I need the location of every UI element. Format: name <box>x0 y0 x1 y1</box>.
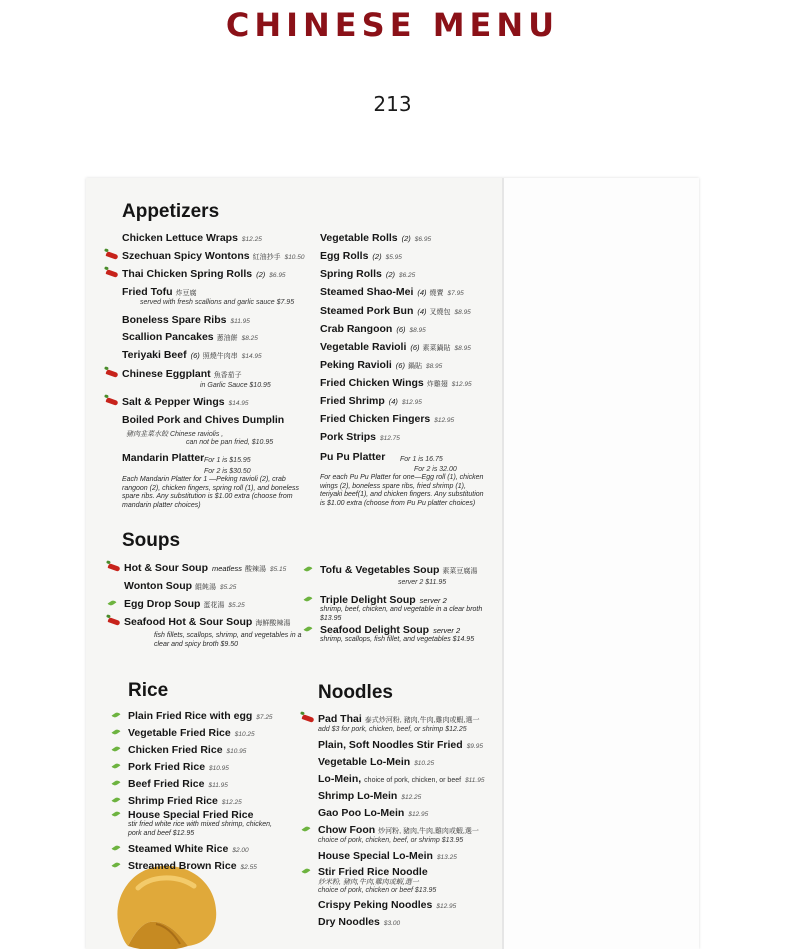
item-name: Fried Chicken Fingers <box>320 413 431 425</box>
menu-item <box>122 331 258 345</box>
mandarin-price-2: For 2 is $30.50 <box>204 468 251 475</box>
item-name: Fried Chicken Wings <box>320 377 424 389</box>
menu-item <box>122 396 248 410</box>
item-price: $2.55 <box>240 864 257 871</box>
item-qty: meatless <box>212 564 243 573</box>
pupu-price-2: For 2 is 32.00 <box>414 466 457 473</box>
item-price: $7.25 <box>256 714 273 721</box>
item-price: $12.95 <box>408 811 429 818</box>
item-name: Plain, Soft Noodles Stir Fried <box>318 739 463 751</box>
menu-item <box>122 314 250 328</box>
item-price: $14.95 <box>228 400 249 407</box>
item-name: Salt & Pepper Wings <box>122 396 225 408</box>
menu-item <box>318 824 479 838</box>
item-name: Steamed Shao-Mei <box>320 286 414 298</box>
item-name: Plain Fried Rice with egg <box>128 710 253 722</box>
menu-item <box>318 807 428 821</box>
item-name: Shrimp Fried Rice <box>128 795 218 807</box>
item-chinese: 叉燒包 <box>429 309 451 316</box>
menu-item <box>124 598 245 612</box>
item-price: $8.25 <box>241 335 258 342</box>
item-name: Streamed Brown Rice <box>128 860 237 872</box>
menu-item <box>320 359 442 373</box>
item-qty: (4) <box>388 397 398 406</box>
item-name: Hot & Sour Soup <box>124 562 208 574</box>
item-name: Vegetable Rolls <box>320 232 398 244</box>
item-qty: (4) <box>417 288 427 297</box>
item-chinese: 炸雞翅 <box>426 381 448 388</box>
menu-item <box>320 377 472 391</box>
menu-item <box>128 710 273 724</box>
item-qty: (6) <box>190 351 200 360</box>
item-name: Pad Thai <box>318 713 362 725</box>
item-chinese: 蔥油餅 <box>216 335 238 342</box>
item-name: Seafood Hot & Sour Soup <box>124 616 253 628</box>
item-name: Chow Foon <box>318 824 376 836</box>
item-price: $8.95 <box>409 327 426 334</box>
stirfried-sub-2: choice of pork, chicken or beef $13.95 <box>318 887 437 894</box>
item-name: Spring Rolls <box>320 268 382 280</box>
item-chinese: 素菜豆腐湯 <box>442 568 478 575</box>
item-name: House Special Fried Rice <box>128 809 254 821</box>
menu-item <box>124 562 286 576</box>
fried-tofu-sub: served with fresh scallions and garlic sauce $7.95 <box>140 299 295 306</box>
item-price: $10.95 <box>226 748 247 755</box>
menu-item <box>318 916 400 930</box>
item-name: Chicken Lettuce Wraps <box>122 232 238 244</box>
item-chinese: 照燒牛肉串 <box>202 353 238 360</box>
item-chinese: 鍋貼 <box>407 363 422 370</box>
item-name: Chicken Fried Rice <box>128 744 223 756</box>
padthai-sub: add $3 for pork, chicken, beef, or shrimp $12.25 <box>318 726 467 733</box>
menu-item <box>124 580 236 594</box>
item-chinese: 泰式炒河粉, 豬肉,牛肉,雞肉或蝦,選一 <box>364 717 480 724</box>
item-name: Egg Drop Soup <box>124 598 201 610</box>
menu-item <box>320 341 471 355</box>
item-price: $7.95 <box>447 290 464 297</box>
item-qty: (2) <box>372 252 382 261</box>
item-name: Wonton Soup <box>124 580 193 592</box>
noodles-heading: Noodles <box>318 682 393 703</box>
mandarin-note: Each Mandarin Platter for 1 —Peking ravioli (2), crab rangoon (2), chicken fingers, spring roll (1), and boneless spare ribs. Any substitution is $1.00 extra (choose from mandarin platter choices) <box>122 476 300 509</box>
seafood-delight-sub: shrimp, scallops, fish fillet, and vegetables $14.95 <box>320 636 475 643</box>
chowfoon-sub: choice of pork, chicken, beef, or shrimp $13.95 <box>318 837 464 844</box>
item-price: $11.95 <box>208 782 228 789</box>
item-name: Steamed Pork Bun <box>320 305 414 317</box>
item-chinese: 魚香茄子 <box>213 372 242 379</box>
item-qty: (6) <box>395 361 405 370</box>
item-price: $11.95 <box>465 777 485 784</box>
menu-blank-panel <box>502 178 699 949</box>
menu-item <box>320 305 471 319</box>
item-price: $12.25 <box>401 794 422 801</box>
item-name: Pork Fried Rice <box>128 761 206 773</box>
seafood-soup-note: fish fillets, scallops, shrimp, and vegetables in a clear and spicy broth $9.50 <box>154 632 302 648</box>
item-chinese: 炸豆腐 <box>175 290 197 297</box>
menu-item <box>318 739 483 753</box>
menu-item <box>320 451 385 463</box>
menu-item <box>122 414 284 426</box>
item-name: Pu Pu Platter <box>320 451 386 463</box>
menu-item <box>128 778 228 792</box>
item-chinese: 蛋花湯 <box>203 602 225 609</box>
item-price: $10.25 <box>414 760 435 767</box>
menu-item <box>320 232 431 246</box>
item-qty: (2) <box>256 270 266 279</box>
item-price: $6.95 <box>414 236 432 243</box>
menu-item <box>128 809 253 821</box>
item-name: Teriyaki Beef <box>122 349 187 361</box>
menu-item <box>320 286 464 300</box>
menu-item <box>128 843 249 857</box>
menu-item <box>122 368 242 382</box>
item-price: $8.95 <box>454 309 471 316</box>
item-price: $10.25 <box>234 731 255 738</box>
item-price: $12.25 <box>221 799 242 806</box>
menu-item <box>320 431 400 445</box>
menu-item <box>122 452 204 464</box>
menu-item <box>320 323 426 337</box>
menu-item <box>128 795 242 809</box>
tofu-soup-sub: server 2 $11.95 <box>398 579 447 586</box>
page-title: CHINESE MENU <box>225 6 560 44</box>
item-chinese: 餛飩湯 <box>195 584 217 591</box>
pupu-price-1: For 1 is 16.75 <box>400 456 443 463</box>
menu-item <box>320 564 477 578</box>
page-number: 213 <box>373 92 412 116</box>
item-name: Triple Delight Soup <box>320 594 416 606</box>
item-price: $12.25 <box>241 236 262 243</box>
pupu-note: For each Pu Pu Platter for one—Egg roll (1), chicken wings (2), boneless spare ribs, fried shrimp (1), teriyaki beef(1), and chicken fingers. Any substitution is $1.00 extra (choose from Pu Pu platter choices) <box>320 474 484 507</box>
eggplant-sub: in Garlic Sauce $10.95 <box>200 382 271 389</box>
item-name: Szechuan Spicy Wontons <box>122 250 250 262</box>
soups-heading: Soups <box>122 530 181 551</box>
item-name: Steamed White Rice <box>128 843 229 855</box>
item-name: Crispy Peking Noodles <box>318 899 433 911</box>
item-price: $6.95 <box>269 272 286 279</box>
menu-item <box>318 790 421 804</box>
menu-item <box>128 860 257 874</box>
item-qty: (2) <box>385 270 396 279</box>
menu-item <box>128 761 229 775</box>
item-price: $12.95 <box>434 417 455 424</box>
item-name: Vegetable Lo-Mein <box>318 756 411 768</box>
item-name: Gao Poo Lo-Mein <box>318 807 405 819</box>
menu-item <box>320 395 422 409</box>
menu-item <box>318 866 428 878</box>
item-name: Fried Shrimp <box>320 395 385 407</box>
item-price: $8.95 <box>425 363 443 370</box>
item-chinese: choice of pork, chicken, or beef <box>364 777 462 784</box>
menu-item <box>320 594 447 607</box>
item-name: Tofu & Vegetables Soup <box>320 564 440 576</box>
item-name: Boneless Spare Ribs <box>122 314 227 326</box>
item-name: Pork Strips <box>320 431 377 443</box>
item-name: Boiled Pork and Chives Dumplin <box>122 414 285 426</box>
item-name: Shrimp Lo-Mein <box>318 790 398 802</box>
item-price: $5.15 <box>270 566 287 573</box>
menu-item <box>122 268 286 282</box>
item-price: $13.25 <box>436 854 457 861</box>
menu-item <box>320 624 460 637</box>
item-name: Lo-Mein, <box>318 773 362 785</box>
menu-item <box>318 850 457 864</box>
item-name: Beef Fried Rice <box>128 778 205 790</box>
item-price: $5.25 <box>228 602 245 609</box>
menu-item <box>122 349 262 363</box>
menu-item <box>320 250 402 264</box>
dumplin-sub-1: 豬肉韭菜水餃 Chinese raviolis , <box>126 431 224 438</box>
menu-item <box>320 268 415 282</box>
item-qty: (4) <box>417 307 427 316</box>
item-qty: (2) <box>401 234 411 243</box>
item-chinese: 素菜鍋貼 <box>422 345 451 352</box>
menu-item <box>318 756 434 770</box>
item-name: Mandarin Platter <box>122 452 205 464</box>
dumplin-sub-2: can not be pan fried, $10.95 <box>186 439 274 446</box>
menu-item <box>320 413 454 427</box>
item-price: $2.00 <box>232 847 249 854</box>
item-price: $5.95 <box>385 254 402 261</box>
item-price: $8.95 <box>454 345 471 352</box>
item-price: $11.95 <box>230 318 250 325</box>
item-price: $6.25 <box>399 272 416 279</box>
item-price: $9.95 <box>466 743 483 750</box>
item-name: Scallion Pancakes <box>122 331 214 343</box>
house-rice-sub: stir fried white rice with mixed shrimp, chicken, pork and beef $12.95 <box>128 821 272 837</box>
menu-item <box>128 727 255 741</box>
item-name: Vegetable Ravioli <box>320 341 407 353</box>
appetizers-heading: Appetizers <box>122 201 220 222</box>
item-name: Stir Fried Rice Noodle <box>318 866 428 878</box>
item-chinese: 海鮮酸辣湯 <box>255 620 291 627</box>
menu-item <box>318 899 456 913</box>
item-name: Seafood Delight Soup <box>320 624 430 636</box>
item-chinese: 燒賣 <box>429 290 444 297</box>
item-qty: (6) <box>396 325 406 334</box>
triple-soup-sub: shrimp, beef, chicken, and vegetable in a clear broth $13.95 <box>320 606 483 622</box>
item-price: $5.25 <box>220 584 237 591</box>
rice-heading: Rice <box>128 680 169 701</box>
mandarin-price-1: For 1 is $15.95 <box>204 457 251 464</box>
item-name: Egg Rolls <box>320 250 369 262</box>
item-qty: server 2 <box>419 596 447 605</box>
item-name: Thai Chicken Spring Rolls <box>122 268 253 280</box>
item-qty: (6) <box>410 343 420 352</box>
item-name: House Special Lo-Mein <box>318 850 433 862</box>
menu-item <box>122 232 262 246</box>
item-name: Vegetable Fried Rice <box>128 727 231 739</box>
item-price: $10.95 <box>209 765 229 772</box>
item-name: Crab Rangoon <box>320 323 393 335</box>
menu-item <box>318 713 480 727</box>
menu-item <box>122 286 197 300</box>
menu-item <box>128 744 246 758</box>
menu-item <box>124 616 290 630</box>
item-price: $12.95 <box>436 903 457 910</box>
item-qty: server 2 <box>433 626 461 635</box>
stirfried-sub-1: 炒米粉, 豬肉,牛肉,雞肉或蝦,選一 <box>318 879 419 886</box>
item-price: $3.00 <box>383 920 401 927</box>
item-price: $14.95 <box>241 353 262 360</box>
item-price: $12.95 <box>451 381 472 388</box>
item-chinese: 紅油抄手 <box>252 254 281 261</box>
item-name: Dry Noodles <box>318 916 380 928</box>
item-chinese: 酸辣湯 <box>245 566 267 573</box>
menu-item <box>318 773 484 787</box>
item-name: Peking Ravioli <box>320 359 392 371</box>
item-name: Chinese Eggplant <box>122 368 211 380</box>
item-price: $12.75 <box>380 435 400 442</box>
item-chinese: 炒河粉, 豬肉,牛肉,雞肉或蝦,選一 <box>378 828 479 835</box>
item-price: $10.50 <box>284 254 305 261</box>
item-price: $12.95 <box>401 399 422 406</box>
menu-item <box>122 250 304 264</box>
menu-scan <box>86 178 699 949</box>
item-name: Fried Tofu <box>122 286 173 298</box>
